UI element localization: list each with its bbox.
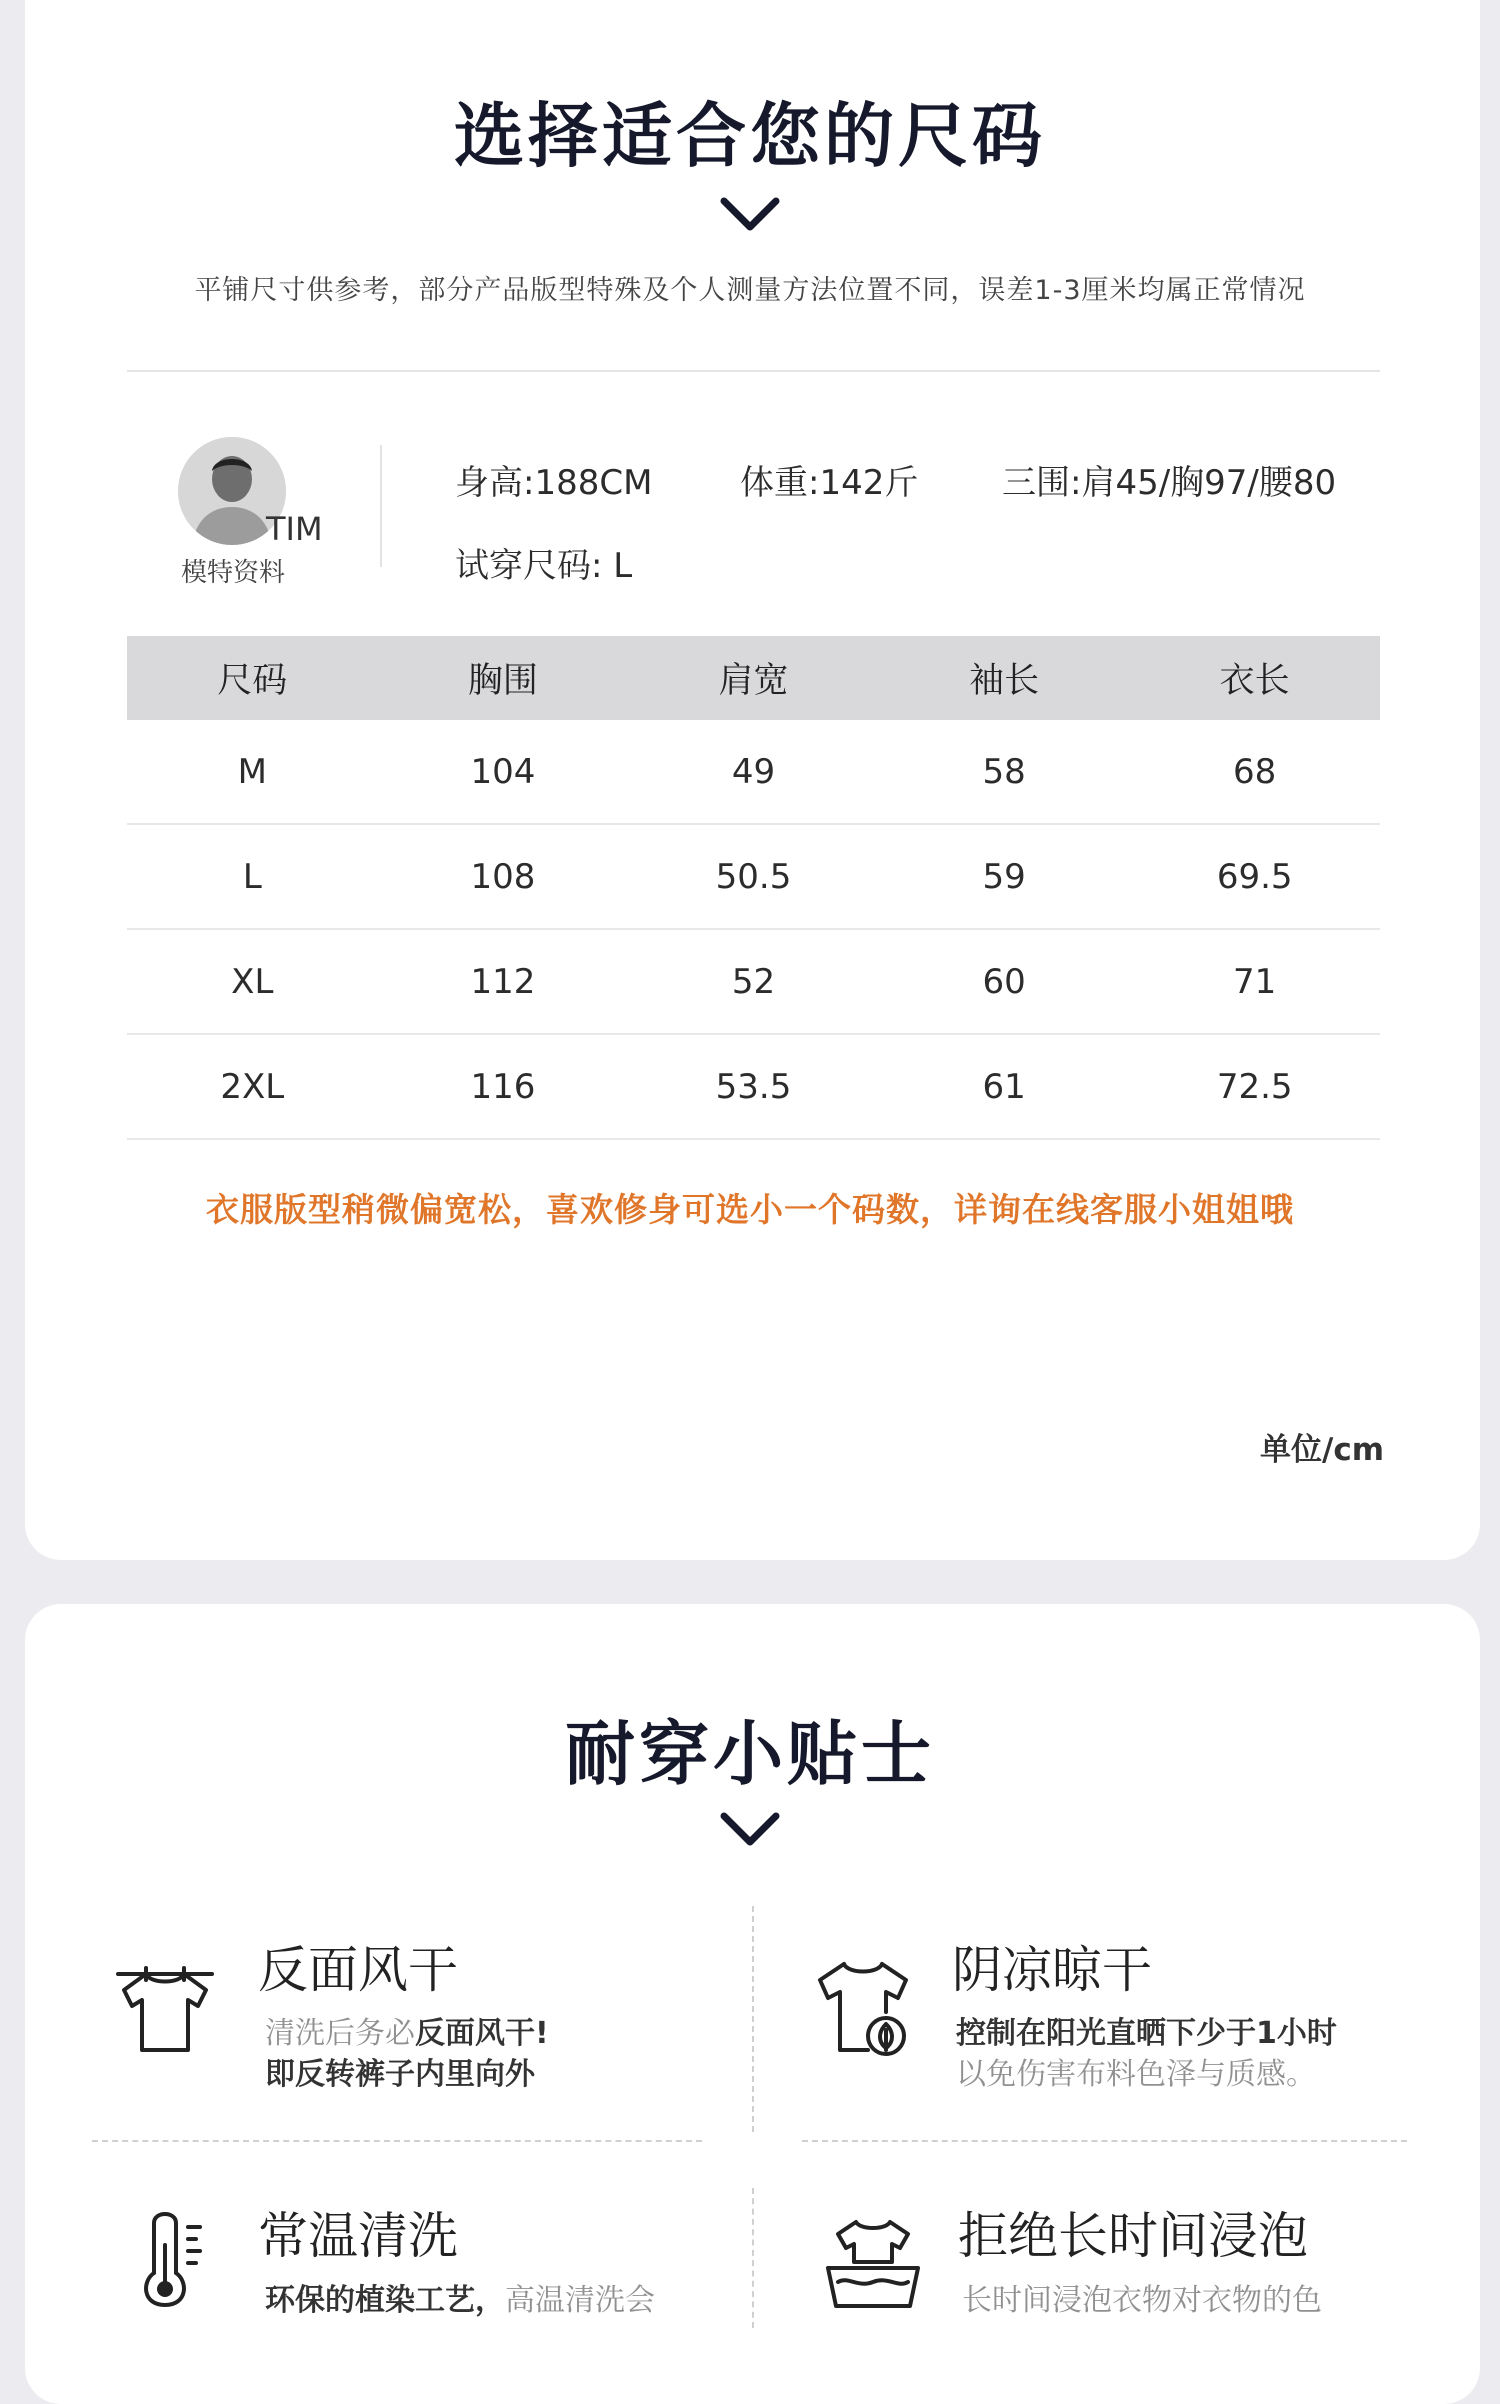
tip-text-emphasis: 反面风干!: [415, 2016, 549, 2051]
tip-title: 常温清洗: [258, 2207, 458, 2265]
table-cell: 72.5: [1216, 1066, 1293, 1107]
divider: [752, 1906, 754, 2132]
table-cell: XL: [231, 961, 274, 1002]
table-cell: 104: [470, 751, 536, 792]
table-row: [127, 930, 1380, 1035]
table-row: [127, 720, 1380, 825]
chevron-down-icon: [720, 1810, 780, 1850]
divider: [127, 370, 1380, 372]
table-cell: 71: [1233, 961, 1277, 1002]
model-caption: 模特资料: [181, 558, 286, 588]
hanging-shirt-icon: [110, 1950, 220, 2060]
size-section-title: 选择适合您的尺码: [454, 95, 1046, 177]
table-cell: 58: [982, 751, 1026, 792]
size-table: [127, 636, 1380, 1140]
table-cell: 49: [731, 751, 776, 792]
table-cell: 2XL: [220, 1066, 285, 1107]
tip-text: 长时间浸泡衣物对衣物的色: [962, 2283, 1322, 2318]
column-header: 衣长: [1219, 661, 1290, 701]
divider: [380, 445, 382, 567]
tip-text-part: 清洗后务必: [265, 2016, 415, 2051]
table-cell: 60: [982, 961, 1026, 1002]
soaking-basin-icon: [818, 2210, 928, 2320]
tip-title: 阴凉晾干: [952, 1941, 1152, 1999]
thermometer-icon: [120, 2205, 230, 2315]
tip-text: [265, 2008, 549, 2052]
tip-text-emphasis: 环保的植染工艺，: [265, 2283, 505, 2318]
tip-text: 以免伤害布料色泽与质感。: [956, 2057, 1316, 2092]
table-cell: 69.5: [1216, 856, 1293, 897]
model-weight: 体重:142斤: [740, 463, 919, 503]
table-cell: 61: [982, 1066, 1026, 1107]
column-header: 胸围: [467, 661, 538, 701]
table-cell: 59: [982, 856, 1026, 897]
table-row: [127, 825, 1380, 930]
table-row: [127, 1035, 1380, 1140]
column-header: 尺码: [217, 661, 288, 701]
shirt-leaf-icon: [808, 1950, 918, 2060]
unit-label: 单位/cm: [1260, 1432, 1384, 1468]
tip-text: 即反转裤子内里向外: [265, 2057, 535, 2092]
column-header: 肩宽: [718, 661, 789, 701]
model-fitting-size: 试穿尺码: L: [455, 546, 633, 586]
fit-note: 衣服版型稍微偏宽松，喜欢修身可选小一个码数，详询在线客服小姐姐哦: [206, 1190, 1294, 1229]
divider: [92, 2140, 702, 2142]
tip-text: 控制在阳光直晒下少于1小时: [956, 2016, 1337, 2051]
tips-section-title: 耐穿小贴士: [565, 1713, 935, 1795]
table-cell: L: [242, 856, 262, 897]
table-cell: 112: [470, 961, 536, 1002]
table-cell: 50.5: [715, 856, 792, 897]
tip-title: 反面风干: [258, 1941, 458, 1999]
table-header: [127, 636, 1380, 720]
chevron-down-icon: [720, 195, 780, 235]
tip-text: [265, 2275, 655, 2319]
table-cell: 108: [470, 856, 536, 897]
table-cell: M: [237, 751, 267, 792]
size-disclaimer: 平铺尺寸供参考，部分产品版型特殊及个人测量方法位置不同，误差1-3厘米均属正常情况: [194, 275, 1306, 306]
model-measurements: 三围:肩45/胸97/腰80: [1002, 463, 1337, 503]
table-cell: 52: [731, 961, 776, 1002]
divider: [802, 2140, 1407, 2142]
tip-text-part: 高温清洗会: [505, 2283, 655, 2318]
model-height: 身高:188CM: [455, 463, 653, 503]
column-header: 袖长: [969, 661, 1040, 701]
model-name: TIM: [266, 510, 323, 548]
table-cell: 68: [1233, 751, 1277, 792]
divider: [752, 2188, 754, 2328]
table-cell: 116: [470, 1066, 536, 1107]
table-cell: 53.5: [715, 1066, 792, 1107]
tip-title: 拒绝长时间浸泡: [958, 2207, 1308, 2265]
